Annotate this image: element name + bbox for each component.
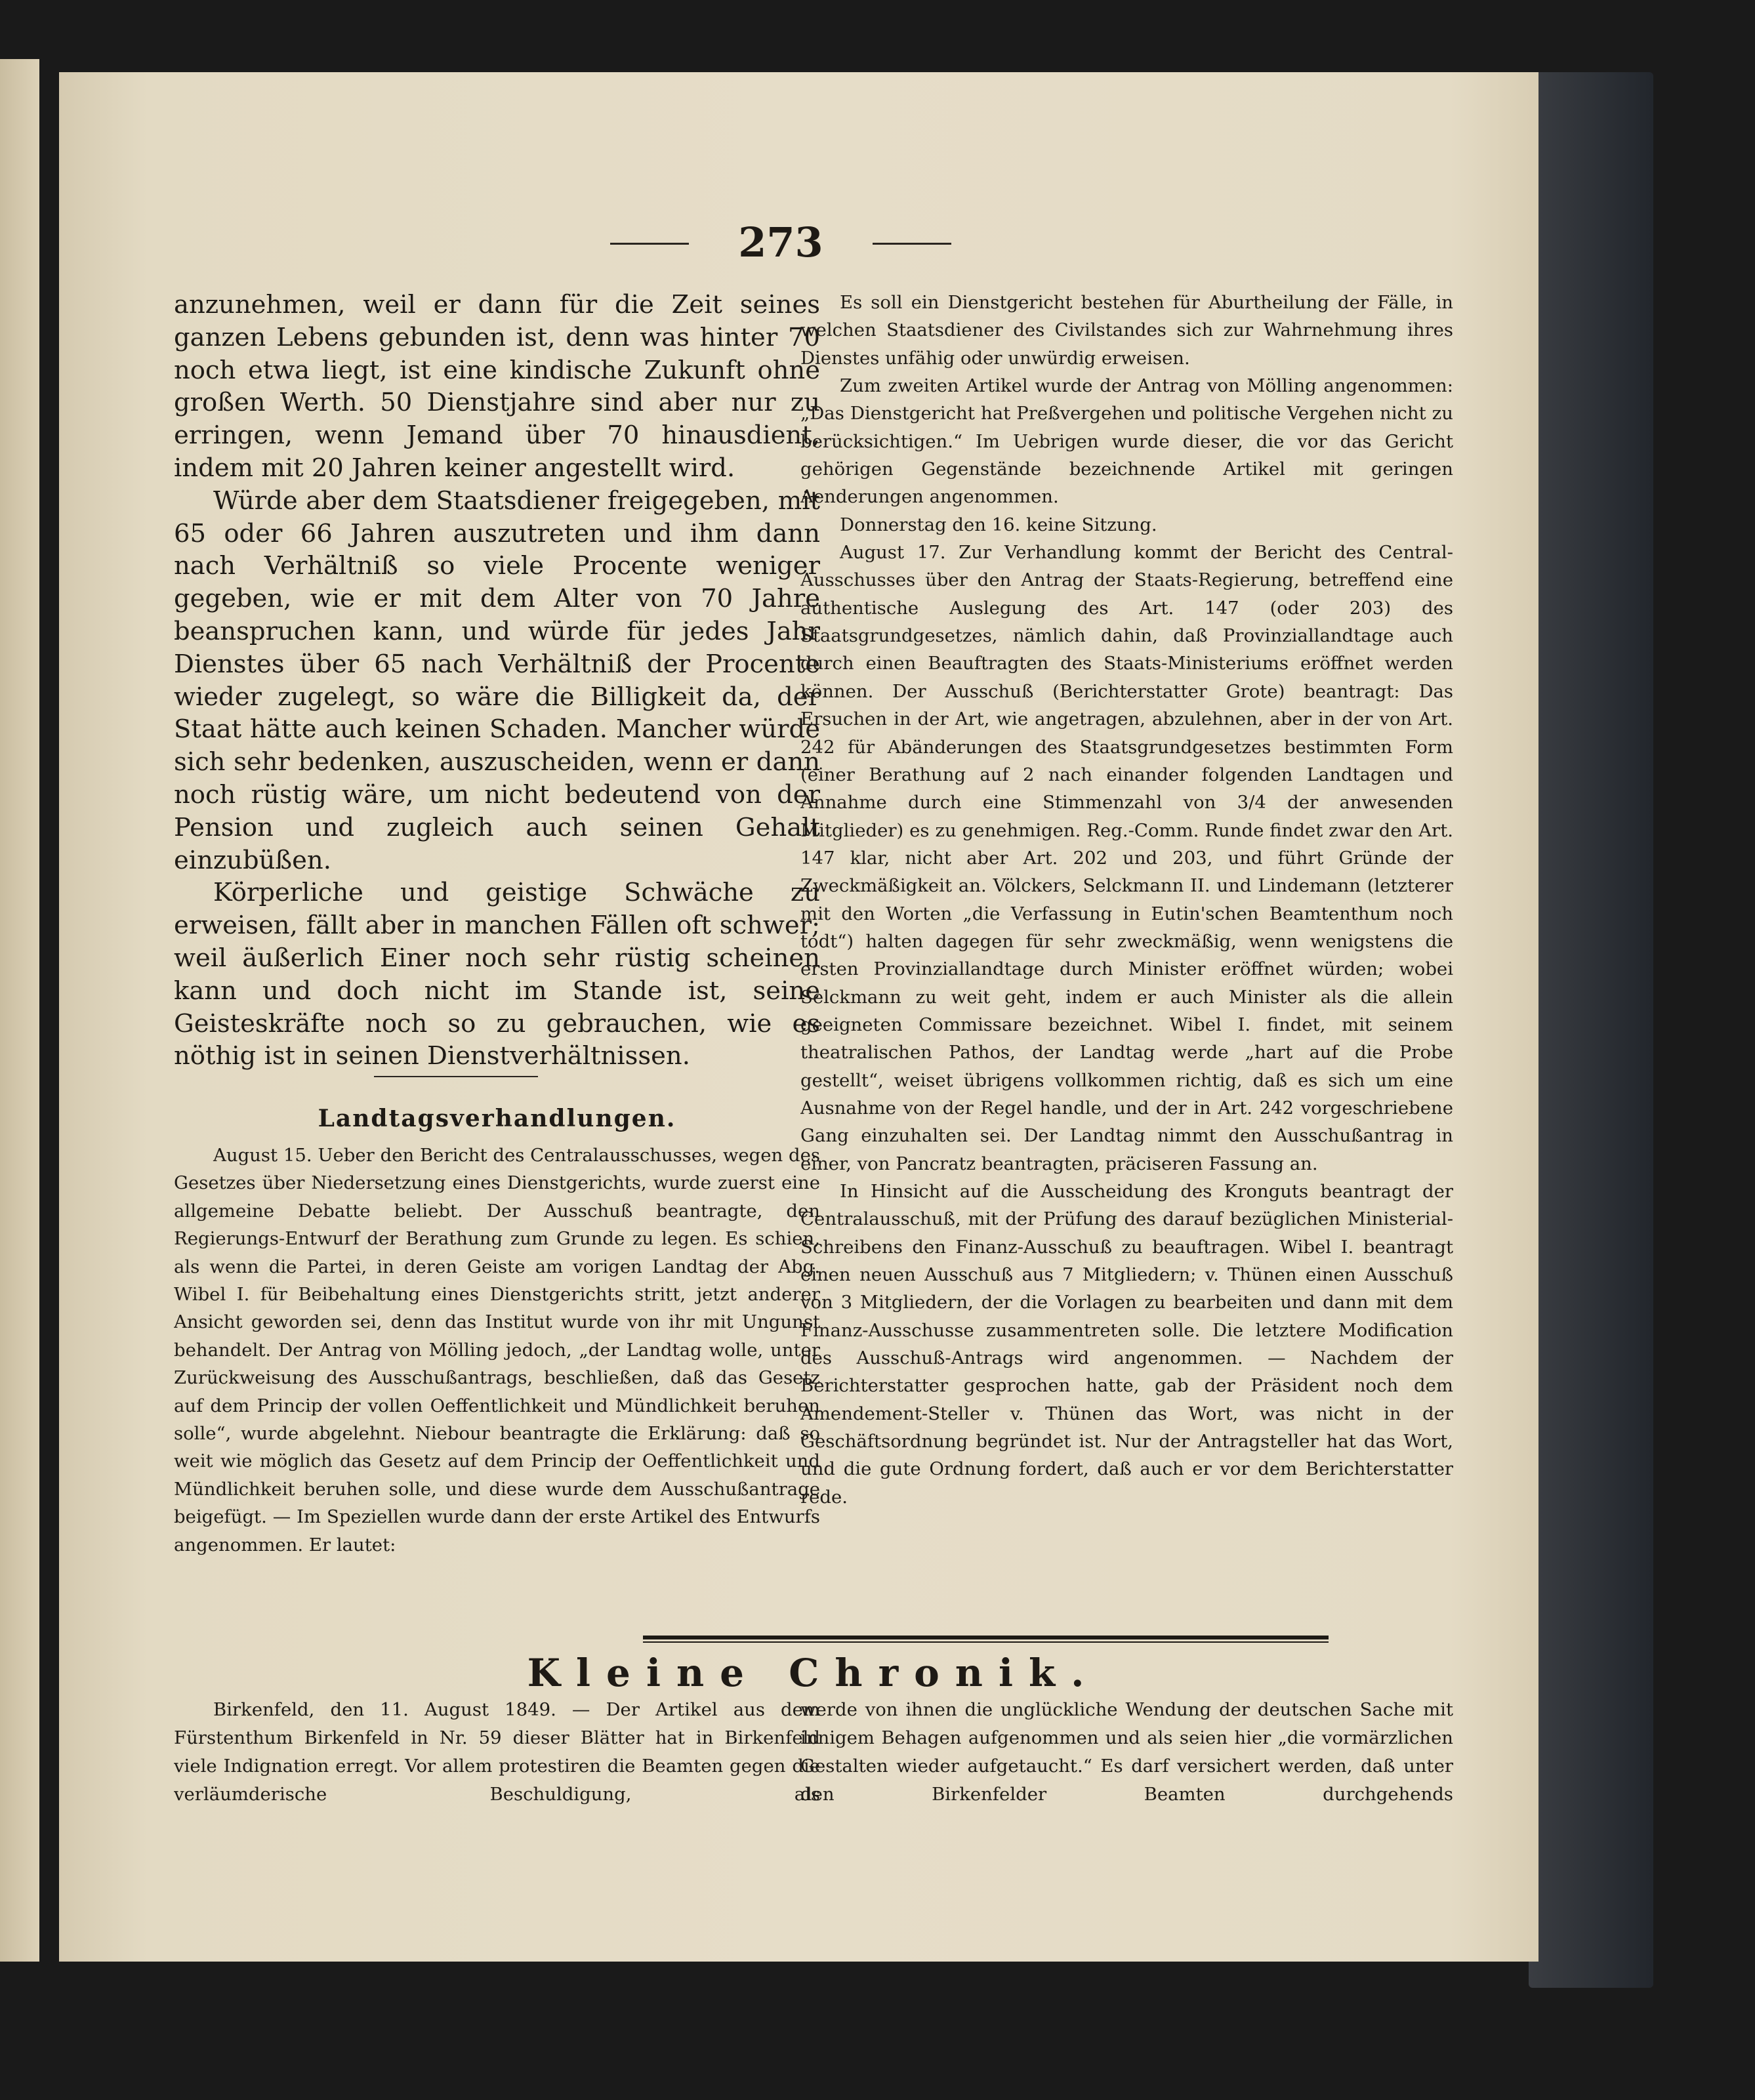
essay-paragraph: anzunehmen, weil er dann für die Zeit seines ganzen Lebens gebunden ist, denn was hinter 70 noch etwa liegt, ist eine kindische Zukunft ohne großen Werth. 50 Dienstjahre sind aber nur zu erringen, wenn Jemand über 70 hinausdient, indem mit 20 Jahren keiner angestellt wird. bbox=[174, 290, 820, 483]
report-paragraph: In Hinsicht auf die Ausscheidung des Kronguts beantragt der Centralausschuß, mit der Prüfung des darauf bezüglichen Ministerial-Schreibens den Finanz-Ausschuß zu beauftragen. Wibel I. beantragt einen neuen Ausschuß aus 7 Mitgliedern; v. Thünen einen Ausschuß von 3 Mitgliedern, der die Vorlagen zu bearbeiten und dann mit dem Finanz-Ausschusse zusammentreten solle. Die letztere Modification des Ausschuß-Antrags wird angenommen. — Nachdem der Berichterstatter gesprochen hatte, gab der Präsident noch dem Amendement-Steller v. Thünen das Wort, was nicht in der Geschäftsordnung begründet ist. Nur der Antragsteller hat das Wort, und die gute Ordnung fordert, daß auch er vor dem Berichterstatter rede. bbox=[800, 1181, 1453, 1508]
left-column-essay bbox=[174, 289, 820, 1073]
report-paragraph: Donnerstag den 16. keine Sitzung. bbox=[840, 514, 1157, 535]
section-title: Landtagsverhandlungen. bbox=[318, 1105, 676, 1132]
chronik-right-column bbox=[800, 1696, 1453, 1809]
page-number: 273 bbox=[738, 218, 823, 266]
landtag-paragraph: August 15. Ueber den Bericht des Centralausschusses, wegen des Gesetzes über Niedersetzung eines Dienstgerichts, wurde zuerst eine allgemeine Debatte beliebt. Der Ausschuß beantragte, den Regierungs-Entwurf der Berathung zum Grunde zu legen. Es schien, als wenn die Partei, in deren Geiste am vorigen Landtag der Abg. Wibel I. für Beibehaltung eines Dienstgerichts stritt, jetzt anderer Ansicht geworden sei, denn das Institut wurde von ihr mit Ungunst behandelt. Der Antrag von Mölling jedoch, „der Landtag wolle, unter Zurückweisung des Ausschußantrags, beschließen, daß das Gesetz auf dem Princip der vollen Oeffentlichkeit und Mündlichkeit beruhen solle“, wurde abgelehnt. Niebour beantragte die Erklärung: daß so weit wie möglich das Gesetz auf dem Princip der Oeffentlichkeit und Mündlichkeit beruhen solle, und diese wurde dem Ausschußantrage beigefügt. — Im Speziellen wurde dann der erste Artikel des Entwurfs angenommen. Er lautet: bbox=[174, 1145, 820, 1555]
chronik-rule-thick bbox=[643, 1636, 1329, 1639]
chronik-title: Kleine Chronik. bbox=[527, 1651, 1100, 1695]
book-cover-board bbox=[1529, 72, 1653, 1988]
report-paragraph: Es soll ein Dienstgericht bestehen für Aburtheilung der Fälle, in welchen Staatsdiener des Civilstandes sich zur Wahrnehmung ihres Dienstes unfähig oder unwürdig erweisen. bbox=[800, 292, 1453, 369]
section-separator bbox=[374, 1076, 538, 1077]
book-page bbox=[59, 72, 1538, 1962]
landtag-report-left bbox=[174, 1142, 820, 1559]
facing-page-edge bbox=[0, 59, 39, 1962]
chronik-paragraph: Birkenfeld, den 11. August 1849. — Der Artikel aus dem Fürstenthum Birkenfeld in Nr. 59 dieser Blätter hat in Birkenfeld viele Indignation erregt. Vor allem protestiren die Beamten gegen die verläumderische Beschuldigung, als bbox=[174, 1699, 820, 1805]
chronik-rule-thin bbox=[643, 1641, 1329, 1643]
header-rule-left bbox=[610, 243, 689, 245]
header-rule-right bbox=[873, 243, 951, 245]
essay-paragraph: Körperliche und geistige Schwäche zu erweisen, fällt aber in manchen Fällen oft schwer; weil äußerlich Einer noch sehr rüstig scheinen kann und doch nicht im Stande ist, seine Geisteskräfte noch so zu gebrauchen, wie es nöthig ist in seinen Dienstverhältnissen. bbox=[174, 878, 820, 1071]
right-column-report bbox=[800, 289, 1453, 1511]
report-paragraph: Zum zweiten Artikel wurde der Antrag von Mölling angenommen: „Das Dienstgericht hat Preßvergehen und politische Vergehen nicht zu berücksichtigen.“ Im Uebrigen wurde dieser, die vor das Gericht gehörigen Gegenstände bezeichnende Artikel mit geringen Aenderungen angenommen. bbox=[800, 375, 1453, 508]
essay-paragraph: Würde aber dem Staatsdiener freigegeben, mit 65 oder 66 Jahren auszutreten und ihm dann nach Verhältniß so viele Procente weniger gegeben, wie er mit dem Alter von 70 Jahre beanspruchen kann, und würde für jedes Jahr Dienstes über 65 nach Verhältniß der Procente wieder zugelegt, so wäre die Billigkeit da, der Staat hätte auch keinen Schaden. Mancher würde sich sehr bedenken, auszuscheiden, wenn er dann noch rüstig wäre, um nicht bedeutend von der Pension und zugleich auch seinen Gehalt einzubüßen. bbox=[174, 485, 820, 875]
chronik-left-column bbox=[174, 1696, 820, 1809]
chronik-paragraph: werde von ihnen die unglückliche Wendung der deutschen Sache mit innigem Behagen aufgenommen und als seien hier „die vormärzlichen Gestalten wieder aufgetaucht.“ Es darf versichert werden, daß unter den Birkenfelder Beamten durchgehends bbox=[800, 1699, 1453, 1805]
report-paragraph: August 17. Zur Verhandlung kommt der Bericht des Central-Ausschusses über den Antrag der Staats-Regierung, betreffend eine authentische Auslegung des Art. 147 (oder 203) des Staatsgrundgesetzes, nämlich dahin, daß Provinziallandtage auch durch einen Beauftragten des Staats-Ministeriums eröffnet werden können. Der Ausschuß (Berichterstatter Grote) beantragt: Das Ersuchen in der Art, wie angetragen, abzulehnen, aber in der von Art. 242 für Abänderungen des Staatsgrundgesetzes bestimmten Form (einer Berathung auf 2 nach einander folgenden Landtagen und Annahme durch eine Stimmenzahl von 3/4 der anwesenden Mitglieder) es zu genehmigen. Reg.-Comm. Runde findet zwar den Art. 147 klar, nicht aber Art. 202 und 203, und führt Gründe der Zweckmäßigkeit an. Völckers, Selckmann II. und Lindemann (letzterer mit den Worten „die Verfassung in Eutin'schen Beamtenthum noch todt“) halten dagegen für sehr zweckmäßig, wenn wenigstens die ersten Provinziallandtage durch Minister eröffnet würden; wobei Selckmann zu weit geht, indem er auch Minister als die allein geeigneten Commissare bezeichnet. Wibel I. findet, mit seinem theatralischen Pathos, der Landtag werde „hart auf die Probe gestellt“, weiset übrigens vollkommen richtig, daß es sich um eine Ausnahme von der Regel handle, und der in Art. 242 vorgeschriebene Gang einzuhalten sei. Der Landtag nimmt den Ausschußantrag in einer, von Pancratz beantragten, präciseren Fassung an. bbox=[800, 542, 1453, 1174]
